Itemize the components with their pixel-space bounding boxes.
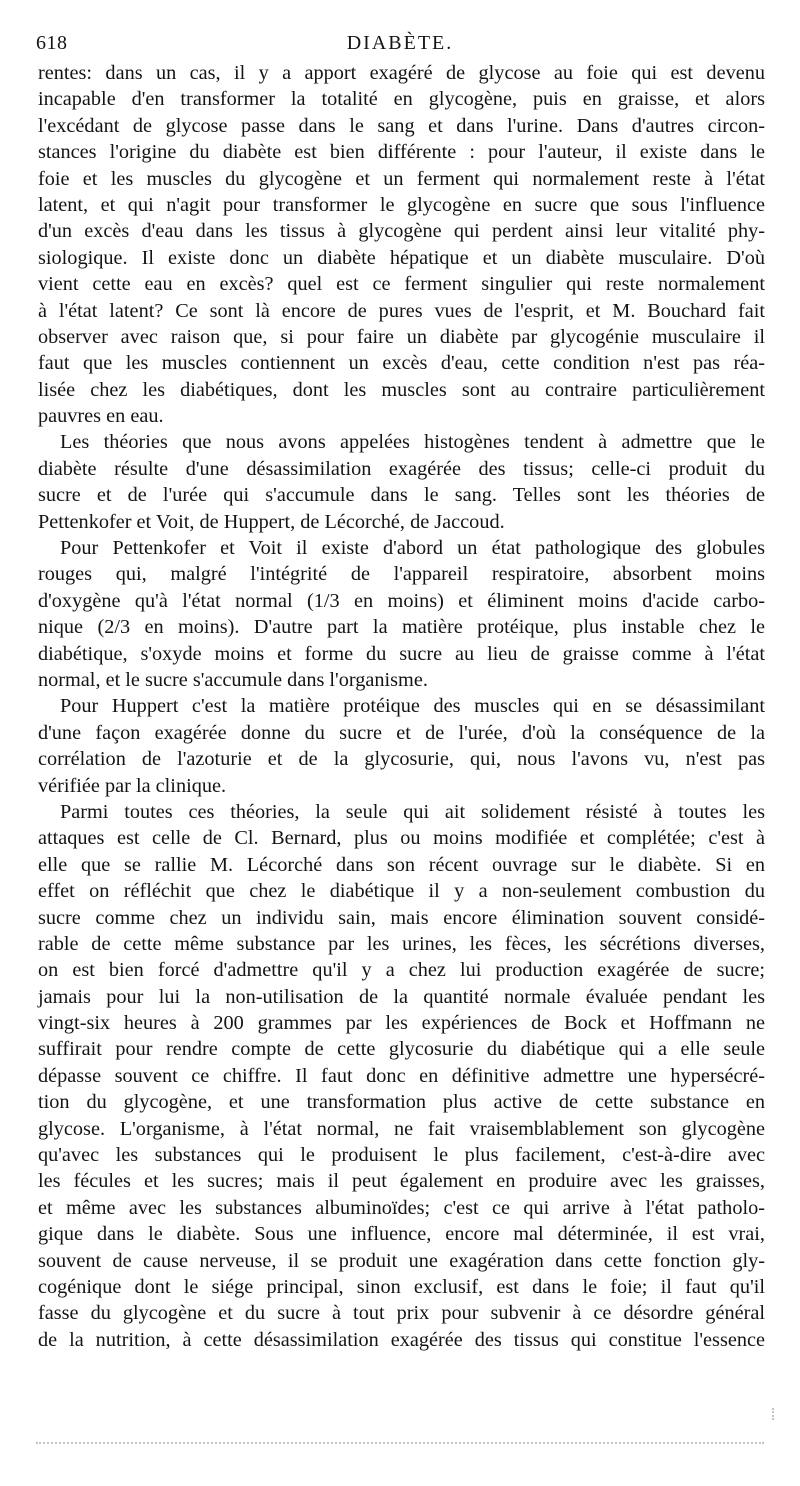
text-line: qu'avec les substances qui le produisent le plus facilement, c'est-à-dire avec (38, 1144, 765, 1167)
text-line: glycose. L'organisme, à l'état normal, ne fait vraisemblablement son glycogène (38, 1117, 765, 1140)
text-line: on est bien forcé d'admettre qu'il y a chez lui production exagérée de sucre; (38, 959, 765, 982)
text-line: Les théories que nous avons appelées histogènes tendent à admettre que le (60, 431, 765, 454)
text-line: rouges qui, malgré l'intégrité de l'appareil respiratoire, absorbent moins (38, 563, 765, 586)
text-line: nique (2/3 en moins). D'autre part la matière protéique, plus instable chez le (38, 616, 765, 639)
text-line: diabète résulte d'une désassimilation exagérée des tissus; celle-ci produit du (38, 457, 765, 480)
text-line: corrélation de l'azoturie et de la glycosurie, qui, nous l'avons vu, n'est pas (38, 748, 765, 771)
text-line: rable de cette même substance par les urines, les fèces, les sécrétions diverses, (38, 932, 765, 955)
text-line: Pour Huppert c'est la matière protéique des muscles qui en se désassimilant (60, 695, 765, 718)
text-line: vient cette eau en excès? quel est ce ferment singulier qui reste normalement (38, 273, 765, 296)
text-line: tion du glycogène, et une transformation plus active de cette substance en (38, 1091, 765, 1114)
text-line: Pour Pettenkofer et Voit il existe d'abord un état pathologique des globules (60, 537, 765, 560)
text-line: souvent de cause nerveuse, il se produit une exagération dans cette fonction gly- (38, 1249, 765, 1272)
text-line: lisée chez les diabétiques, dont les muscles sont au contraire particulièrement (38, 378, 765, 401)
text-line: rentes: dans un cas, il y a apport exagéré de glycose au foie qui est devenu (38, 62, 765, 84)
text-line: sucre comme chez un individu sain, mais encore élimination souvent considé- (38, 906, 765, 929)
text-line: stances l'origine du diabète est bien différente : pour l'auteur, il existe dans le (38, 141, 765, 164)
text-line: attaques est celle de Cl. Bernard, plus ou moins modifiée et complétée; c'est à (38, 827, 765, 850)
text-line: cogénique dont le siége principal, sinon exclusif, est dans le foie; il faut qu'il (38, 1275, 765, 1298)
text-line: d'oxygène qu'à l'état normal (1/3 en moins) et éliminent moins d'acide carbo- (38, 589, 765, 612)
text-line: incapable d'en transformer la totalité en glycogène, puis en graisse, et alors (38, 88, 765, 111)
text-line: gique dans le diabète. Sous une influence, encore mal déterminée, il est vrai, (38, 1223, 765, 1246)
page-number: 618 (36, 32, 68, 54)
text-line: faut que les muscles contiennent un excès d'eau, cette condition n'est pas réa- (38, 352, 765, 375)
text-line: et même avec les substances albuminoïdes; c'est ce qui arrive à l'état patholo- (38, 1196, 765, 1219)
text-line: fasse du glycogène et du sucre à tout prix pour subvenir à ce désordre général (38, 1302, 765, 1325)
text-line: latent, et qui n'agit pour transformer le glycogène en sucre que sous l'influence (38, 193, 765, 216)
text-line: effet on réfléchit que chez le diabétique il y a non-seulement combustion du (38, 880, 765, 903)
text-line: diabétique, s'oxyde moins et forme du sucre au lieu de graisse comme à l'état (38, 642, 765, 665)
text-line: d'un excès d'eau dans les tissus à glycogène qui perdent ainsi leur vitalité phy- (38, 220, 765, 243)
running-head: DIABÈTE. (346, 32, 454, 54)
text-line: dépasse souvent ce chiffre. Il faut donc en définitive admettre une hypersécré- (38, 1064, 765, 1087)
text-line: Parmi toutes ces théories, la seule qui ait solidement résisté à toutes les (60, 800, 765, 823)
text-line: siologique. Il existe donc un diabète hépatique et un diabète musculaire. D'où (38, 246, 765, 269)
body-text (38, 60, 765, 1353)
scan-speck (772, 1408, 777, 1420)
text-line: de la nutrition, à cette désassimilation exagérée des tissus qui constitue l'essence (38, 1328, 765, 1351)
text-line: suffirait pour rendre compte de cette glycosurie du diabétique qui a elle seule (38, 1038, 765, 1061)
text-line: à l'état latent? Ce sont là encore de pures vues de l'esprit, et M. Bouchard fait (38, 299, 765, 322)
text-line: elle que se rallie M. Lécorché dans son récent ouvrage sur le diabète. Si en (38, 853, 765, 876)
text-line: vingt-six heures à 200 grammes par les expériences de Bock et Hoffmann ne (38, 1012, 765, 1035)
text-line: vérifiée par la clinique. (38, 774, 227, 797)
footer-rule (36, 1442, 764, 1450)
text-line: les fécules et les sucres; mais il peut également en produire avec les graisses, (38, 1170, 765, 1193)
text-line: foie et les muscles du glycogène et un ferment qui normalement reste à l'état (38, 167, 765, 190)
text-line: l'excédant de glycose passe dans le sang et dans l'urine. Dans d'autres circon- (38, 114, 765, 137)
text-line: d'une façon exagérée donne du sucre et de l'urée, d'où la conséquence de la (38, 721, 765, 744)
text-line: sucre et de l'urée qui s'accumule dans le sang. Telles sont les théories de (38, 484, 765, 507)
text-line: jamais pour lui la non-utilisation de la quantité normale évaluée pendant les (38, 985, 765, 1008)
page-header (36, 28, 764, 58)
text-line: Pettenkofer et Voit, de Huppert, de Lécorché, de Jaccoud. (38, 510, 505, 533)
text-line: pauvres en eau. (38, 405, 164, 428)
text-line: observer avec raison que, si pour faire un diabète par glycogénie musculaire il (38, 325, 765, 348)
text-line: normal, et le sucre s'accumule dans l'organisme. (38, 668, 428, 691)
